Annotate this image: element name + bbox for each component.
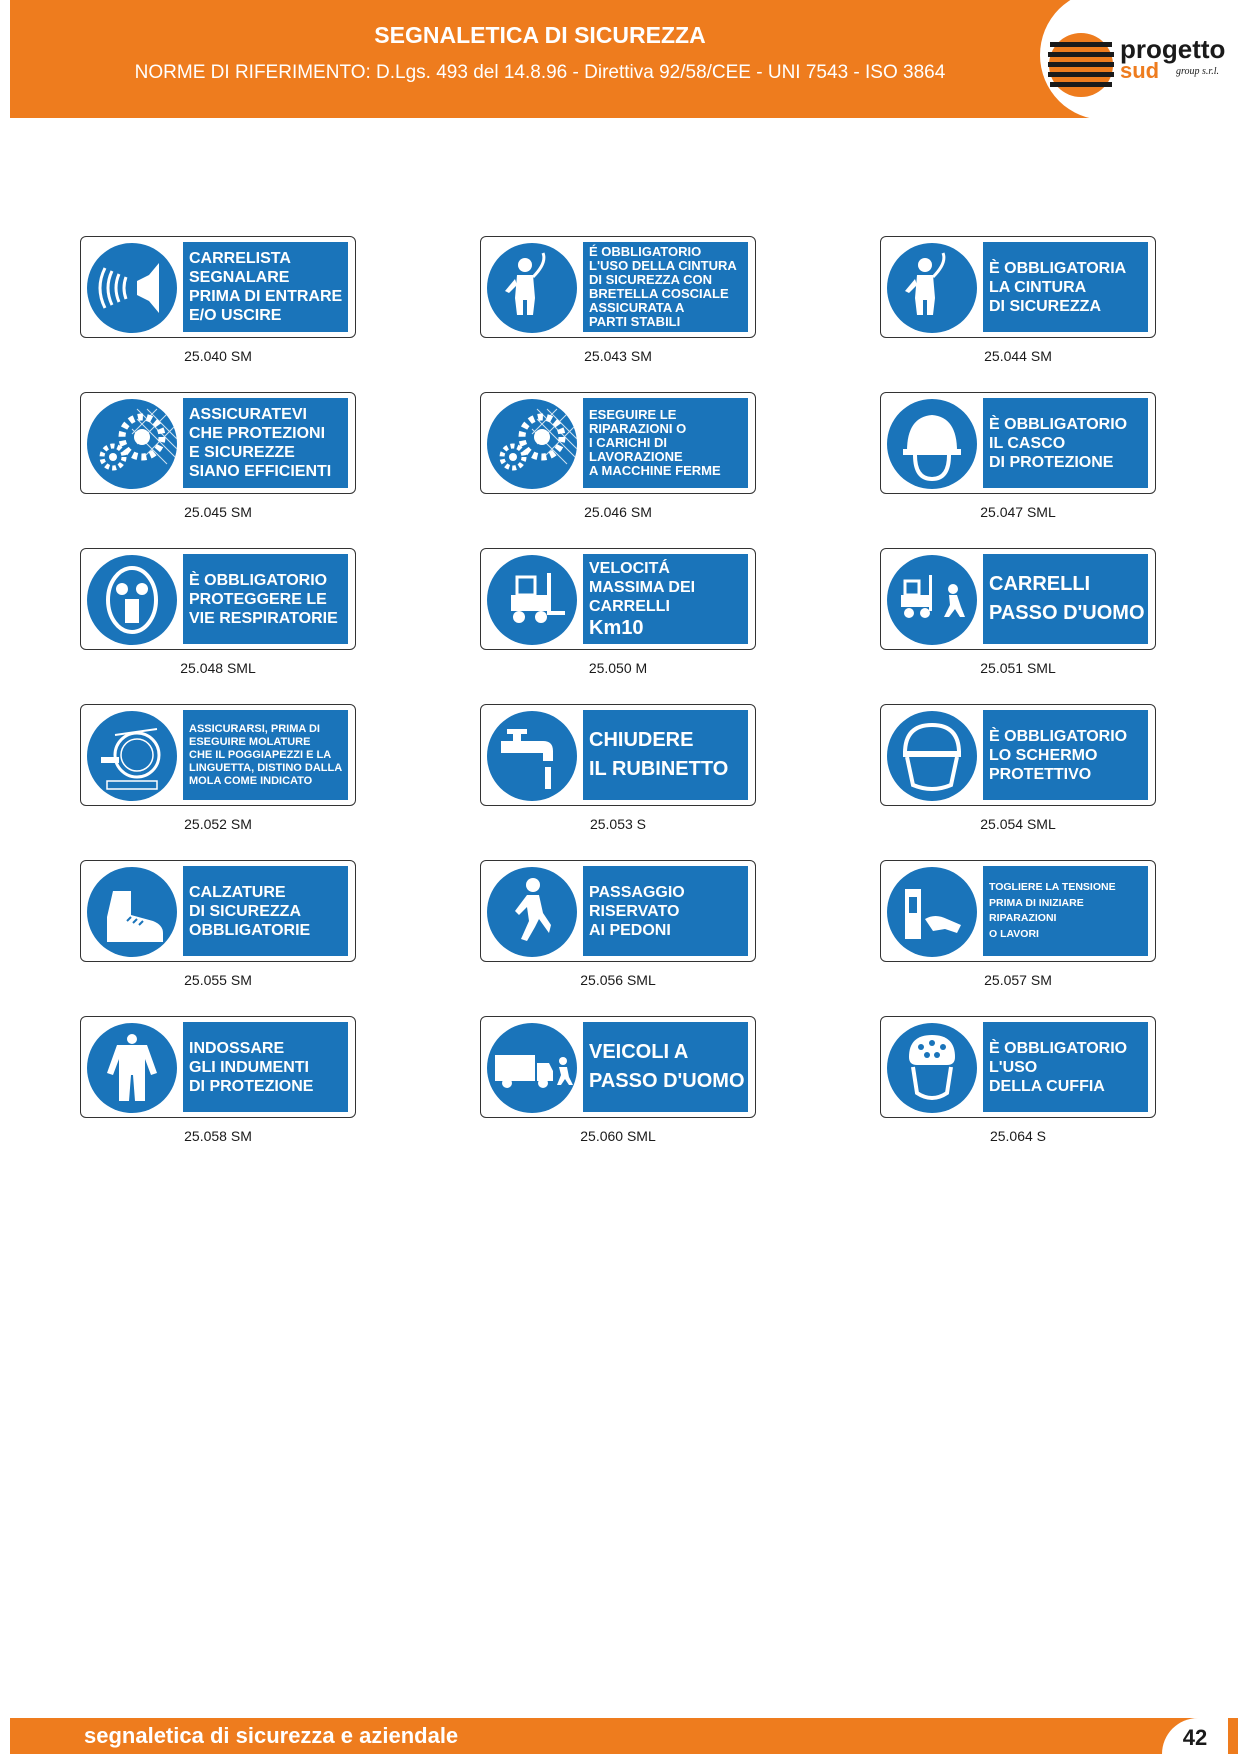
helmet-icon [887,399,977,489]
sign-text-panel [983,1022,1148,1112]
sign-code: 25.046 SM [584,504,652,520]
safety-sign [480,392,756,494]
sign-text-line: CALZATURE [189,883,286,901]
sign-text-line: ASSICURARSI, PRIMA DI [189,722,320,735]
sign-code: 25.047 SML [980,504,1056,520]
sign-text-line: ESEGUIRE MOLATURE [189,735,311,748]
sign-text-line: È OBBLIGATORIO [989,727,1128,745]
sign-text-line: MASSIMA DEI [589,578,696,596]
sign-code: 25.058 SM [184,1128,252,1144]
sign-text-line: SEGNALARE [189,269,290,286]
sign-text-line: CARRELLI [589,597,670,615]
sign-text-line: OBBLIGATORIE [189,921,311,939]
safety-sign [880,392,1156,494]
sign-code: 25.054 SML [980,816,1056,832]
sign-code: 25.051 SML [980,660,1056,676]
sign-text-line: SIANO EFFICIENTI [189,463,332,480]
logo-word-progetto: progetto [1120,34,1226,64]
logo-word-group: group s.r.l. [1176,66,1219,77]
sign-text-line: A MACCHINE FERME [589,463,721,478]
sign-text-panel [583,866,748,956]
sign-text-panel [583,242,748,332]
safety-sign [80,704,356,806]
sign-code: 25.045 SM [184,504,252,520]
sign-text-line: ASSICURATA A [589,300,685,315]
safety-sign [80,860,356,962]
sign-text-panel [983,710,1148,800]
sign-text-panel [583,710,748,800]
harness-icon [487,243,577,333]
sign-text-line: L'USO [989,1058,1038,1076]
safety-sign [880,704,1156,806]
sign-text-line: É OBBLIGATORIO [589,244,702,259]
sign-text-line: PASSO D'UOMO [989,602,1145,624]
logo-icon [1046,30,1116,100]
sign-text-line: RIPARAZIONI [989,912,1057,924]
sign-text-line: TOGLIERE LA TENSIONE [989,881,1116,893]
sign-text-panel [583,398,748,488]
sign-text-line: LAVORAZIONE [589,449,683,464]
sign-text-line: È OBBLIGATORIO [989,415,1128,433]
sign-text-line: AI PEDONI [589,921,671,939]
sign-text-line: CARRELLI [989,573,1091,595]
safety-sign [80,392,356,494]
sign-text-panel [983,398,1148,488]
sign-text-panel [183,710,348,800]
safety-sign [480,704,756,806]
harness-icon [887,243,977,333]
sign-text-line: DI SICUREZZA [989,297,1101,315]
tap-icon [487,711,577,801]
sign-text-line: I CARICHI DI [589,435,667,450]
sign-text-line: DI SICUREZZA CON [589,272,713,287]
page-number: 42 [1162,1718,1228,1754]
sign-text-line: PROTETTIVO [989,765,1092,783]
safety-sign [880,1016,1156,1118]
switch-hand-icon [887,867,977,957]
sign-text-panel [983,554,1148,644]
sign-text-line: IL CASCO [989,434,1066,452]
sign-code: 25.044 SM [984,348,1052,364]
sign-code: 25.043 SM [584,348,652,364]
sign-text-panel [183,242,348,332]
sign-text-line: O LAVORI [989,927,1039,940]
safety-sign [880,860,1156,962]
sign-text-panel [983,242,1148,332]
gears-icon [87,399,177,489]
safety-sign [480,1016,756,1118]
safety-sign [80,236,356,338]
grinder-icon [87,711,177,801]
safety-sign [480,548,756,650]
sign-text-line: È OBBLIGATORIO [989,1039,1128,1057]
logo-word-sud: sud [1120,58,1160,83]
sign-text-panel [183,554,348,644]
sign-text-line: DI PROTEZIONE [989,453,1114,471]
sign-text-line: CHE PROTEZIONI [189,425,326,442]
page-subtitle: NORME DI RIFERIMENTO: D.Lgs. 493 del 14.8.96 - Direttiva 92/58/CEE - UNI 7543 - ISO 3864 [134,62,946,83]
sign-text-line: VELOCITÁ [589,559,670,577]
safety-sign [80,548,356,650]
sign-text-line: ASSICURATEVI [189,406,307,423]
sign-text-line: LINGUETTA, DISTINO DALLA [189,761,343,774]
sign-text-panel [983,866,1148,956]
sign-code: 25.064 S [989,1128,1047,1144]
sign-text-line: RISERVATO [589,902,680,920]
sign-code: 25.048 SML [180,660,256,676]
safety-sign [80,1016,356,1118]
sign-text-line: PASSAGGIO [589,883,685,901]
sign-text-line: VEICOLI A [589,1041,689,1063]
sign-text-line: E SICUREZZE [189,444,295,461]
sign-text-line: PASSO D'UOMO [589,1070,745,1092]
sign-code: 25.055 SM [184,972,252,988]
sign-text-line: PROTEGGERE LE [189,590,327,608]
sign-text-line: CHE IL POGGIAPEZZI E LA [189,748,332,761]
overalls-icon [87,1023,177,1113]
sign-text-line: È OBBLIGATORIA [989,259,1127,277]
horn-icon [87,243,177,333]
sign-text-line: INDOSSARE [189,1039,285,1057]
sign-text-line: È OBBLIGATORIO [189,571,328,589]
sign-text-line: VIE RESPIRATORIE [189,609,338,627]
page-title: SEGNALETICA DI SICUREZZA [374,22,706,48]
sign-code: 25.052 SM [184,816,252,832]
sign-text-panel [583,554,748,644]
safety-sign [480,236,756,338]
sign-text-line: ESEGUIRE LE [589,407,677,422]
sign-text-line: CHIUDERE [589,729,694,751]
hairnet-icon [887,1023,977,1113]
sign-code: 25.057 SM [984,972,1052,988]
sign-text-line: MOLA COME INDICATO [189,774,313,787]
sign-text-line: BRETELLA COSCIALE [589,286,729,301]
sign-code: 25.050 M [588,660,648,676]
sign-text-panel [583,1022,748,1112]
sign-text-line: E/O USCIRE [189,307,282,324]
respirator-icon [87,555,177,645]
pedestrian-icon [487,867,577,957]
safety-sign [880,236,1156,338]
gears-icon [487,399,577,489]
sign-code: 25.040 SM [184,348,252,364]
sign-text-panel [183,398,348,488]
sign-text-panel [183,1022,348,1112]
sign-text-line: PRIMA DI ENTRARE [189,288,343,305]
sign-text-line: PARTI STABILI [589,314,681,329]
sign-text-line: DELLA CUFFIA [989,1077,1105,1095]
sign-text-panel [183,866,348,956]
truck-walk-icon [487,1023,577,1113]
sign-speed-value: Km10 [589,616,644,639]
header-bar [10,0,1090,118]
boot-icon [87,867,177,957]
face-shield-icon [887,711,977,801]
safety-sign [480,860,756,962]
forklift-icon [487,555,577,645]
sign-text-line: L'USO DELLA CINTURA [589,258,737,273]
sign-text-line: RIPARAZIONI O [589,421,687,436]
footer-bar [10,1718,1238,1754]
safety-sign [880,548,1156,650]
sign-text-line: DI SICUREZZA [189,902,301,920]
sign-code: 25.056 SML [580,972,656,988]
sign-text-line: LO SCHERMO [989,746,1098,764]
footer-text: segnaletica di sicurezza e aziendale [84,1723,459,1748]
forklift-walk-icon [887,555,977,645]
sign-text-line: GLI INDUMENTI [189,1058,309,1076]
sign-text-line: IL RUBINETTO [589,758,729,780]
sign-text-line: DI PROTEZIONE [189,1077,314,1095]
sign-text-line: PRIMA DI INIZIARE [989,896,1084,909]
sign-code: 25.053 S [589,816,647,832]
sign-text-line: LA CINTURA [989,278,1087,296]
sign-text-line: CARRELISTA [189,250,291,267]
sign-code: 25.060 SML [580,1128,656,1144]
